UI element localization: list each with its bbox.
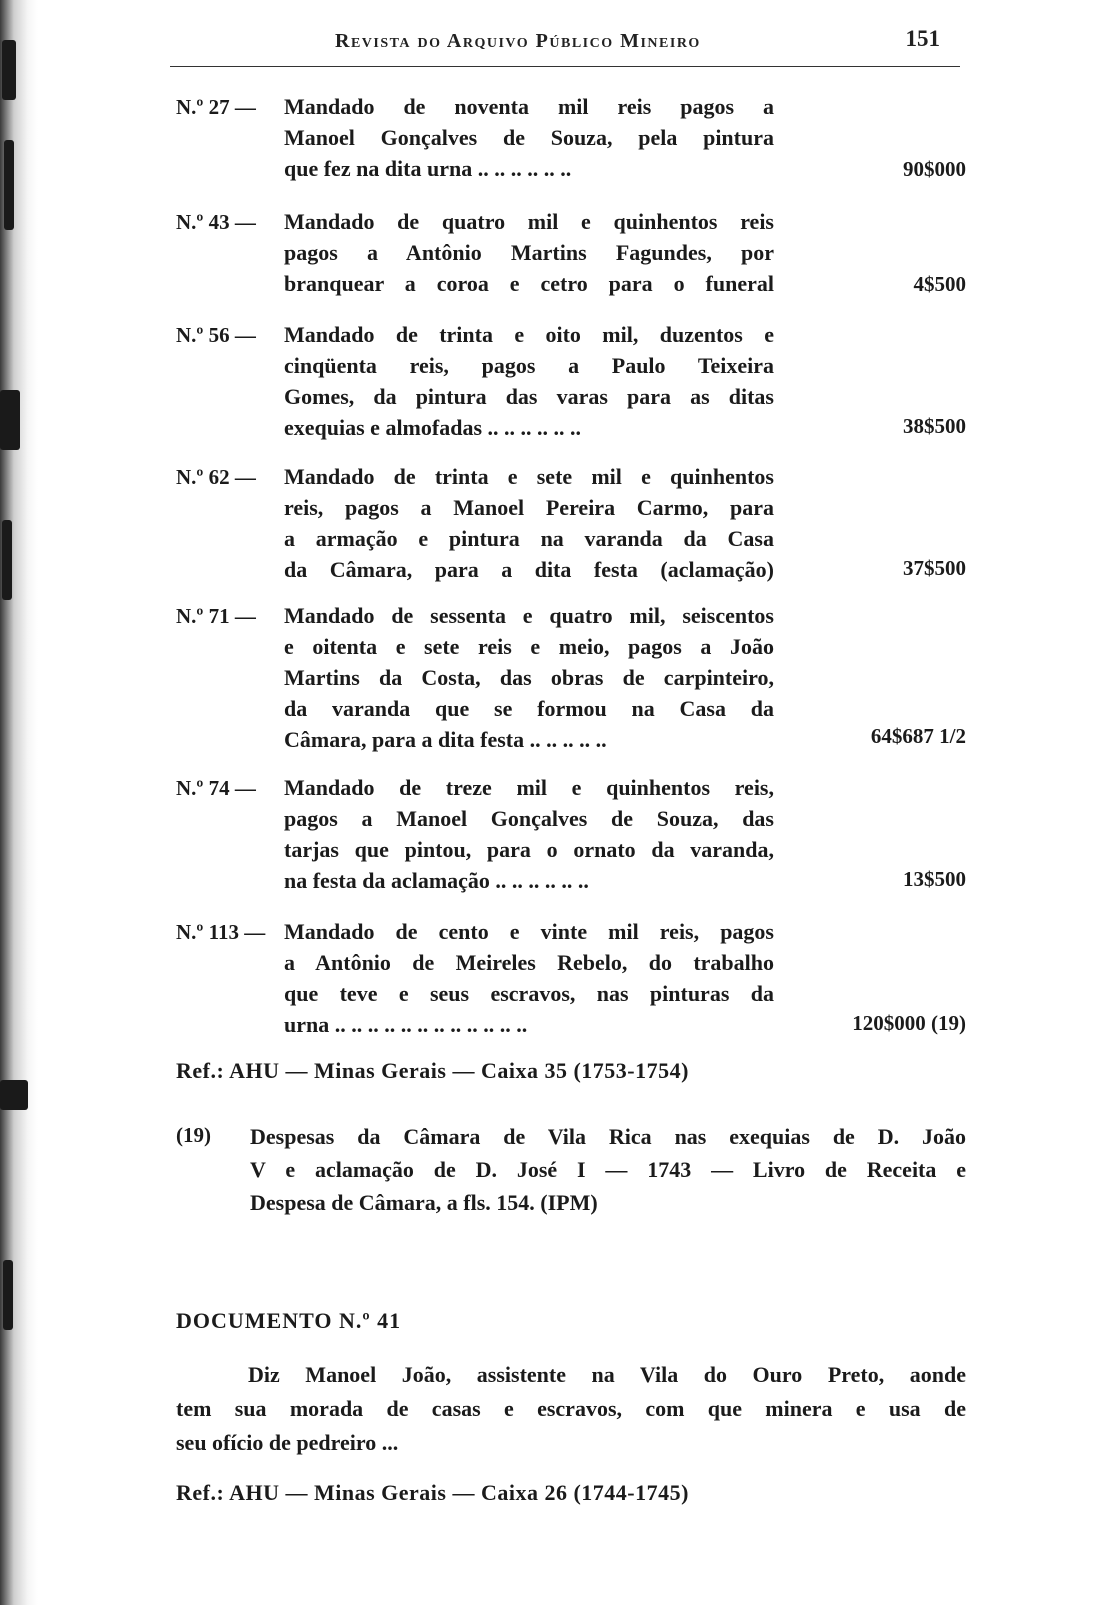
entry-number: N.º 74 — (176, 776, 256, 800)
entry-line: Mandado de trinta e oito mil, duzentos e (284, 322, 774, 347)
paragraph-line: tem sua morada de casas e escravos, com que minera e usa de (176, 1396, 966, 1421)
entry-line: tarjas que pintou, para o ornato da varanda, (284, 837, 774, 862)
entry-number: N.º 27 — (176, 95, 256, 119)
footnote-marker: (19) (176, 1123, 211, 1147)
entry-line: a Antônio de Meireles Rebelo, do trabalho (284, 950, 774, 975)
entry-text (284, 461, 774, 585)
entry-number: N.º 71 — (176, 604, 256, 628)
edge-blot (4, 140, 14, 230)
entry-line: Mandado de sessenta e quatro mil, seiscentos (284, 603, 774, 628)
entry-line: Mandado de cento e vinte mil reis, pagos (284, 919, 774, 944)
entry-line: pagos a Manoel Gonçalves de Souza, das (284, 806, 774, 831)
entry-text (284, 600, 774, 755)
edge-blot (2, 520, 12, 600)
entry-number: N.º 56 — (176, 323, 256, 347)
journal-title: Revista do Arquivo Público Mineiro (335, 30, 701, 52)
footnote-text (250, 1120, 966, 1219)
entry-text (284, 916, 774, 1040)
reference-line: Ref.: AHU — Minas Gerais — Caixa 35 (1753-1754) (176, 1058, 689, 1083)
entry-line: a armação e pintura na varanda da Casa (284, 526, 774, 551)
entry-line: Mandado de trinta e sete mil e quinhentos (284, 464, 774, 489)
entry-line: Gomes, da pintura das varas para as ditas (284, 384, 774, 409)
entry-line: Mandado de quatro mil e quinhentos reis (284, 209, 774, 234)
entry-amount: 90$000 (903, 157, 966, 181)
entry-number: N.º 113 — (176, 920, 266, 944)
edge-blot (0, 390, 20, 450)
entry-line: da Câmara, para a dita festa (aclamação) (284, 557, 774, 582)
entry-line: Manoel Gonçalves de Souza, pela pintura (284, 125, 774, 150)
entry-line: Mandado de noventa mil reis pagos a (284, 94, 774, 119)
page-number: 151 (905, 26, 940, 51)
entry-amount: 37$500 (903, 556, 966, 580)
edge-blot (2, 40, 16, 100)
entry-line: pagos a Antônio Martins Fagundes, por (284, 240, 774, 265)
entry-line: reis, pagos a Manoel Pereira Carmo, para (284, 495, 774, 520)
page-edge-shadow (0, 0, 38, 1605)
document-heading: DOCUMENTO N.º 41 (176, 1308, 402, 1333)
entry-text (284, 319, 774, 443)
paragraph-line: Diz Manoel João, assistente na Vila do Ouro Preto, aonde (248, 1362, 966, 1387)
entry-number: N.º 62 — (176, 465, 256, 489)
entry-amount: 64$687 1/2 (870, 724, 966, 748)
entry-line: Câmara, para a dita festa .. .. .. .. .. (284, 727, 607, 752)
paragraph-line: seu ofício de pedreiro ... (176, 1430, 399, 1455)
entry-number: N.º 43 — (176, 210, 256, 234)
entry-text (284, 206, 774, 299)
entry-text (284, 91, 774, 184)
entry-amount: 120$000 (19) (852, 1011, 966, 1035)
entry-line: que fez na dita urna .. .. .. .. .. .. (284, 156, 572, 181)
entry-amount: 13$500 (903, 867, 966, 891)
running-header (170, 18, 960, 67)
entry-line: e oitenta e sete reis e meio, pagos a João (284, 634, 774, 659)
entry-line: Mandado de treze mil e quinhentos reis, (284, 775, 774, 800)
entry-text (284, 772, 774, 896)
edge-blot (0, 1080, 28, 1110)
entry-line: exequias e almofadas .. .. .. .. .. .. (284, 415, 581, 440)
entry-line: na festa da aclamação .. .. .. .. .. .. (284, 868, 589, 893)
edge-blot (3, 1260, 13, 1330)
reference-line: Ref.: AHU — Minas Gerais — Caixa 26 (1744-1745) (176, 1480, 689, 1505)
entry-line: cinqüenta reis, pagos a Paulo Teixeira (284, 353, 774, 378)
entry-amount: 38$500 (903, 414, 966, 438)
entry-line: branquear a coroa e cetro para o funeral (284, 271, 774, 296)
footnote-line: V e aclamação de D. José I — 1743 — Livro de Receita e (250, 1157, 966, 1182)
entry-amount: 4$500 (913, 272, 966, 296)
body-paragraph (176, 1358, 966, 1460)
entry-line: urna .. .. .. .. .. .. .. .. .. .. .. .. (284, 1012, 528, 1037)
entry-line: Martins da Costa, das obras de carpinteiro, (284, 665, 774, 690)
entry-line: que teve e seus escravos, nas pinturas da (284, 981, 774, 1006)
footnote-line: Despesa de Câmara, a fls. 154. (IPM) (250, 1190, 598, 1215)
footnote-line: Despesas da Câmara de Vila Rica nas exequias de D. João (250, 1124, 966, 1149)
entry-line: da varanda que se formou na Casa da (284, 696, 774, 721)
